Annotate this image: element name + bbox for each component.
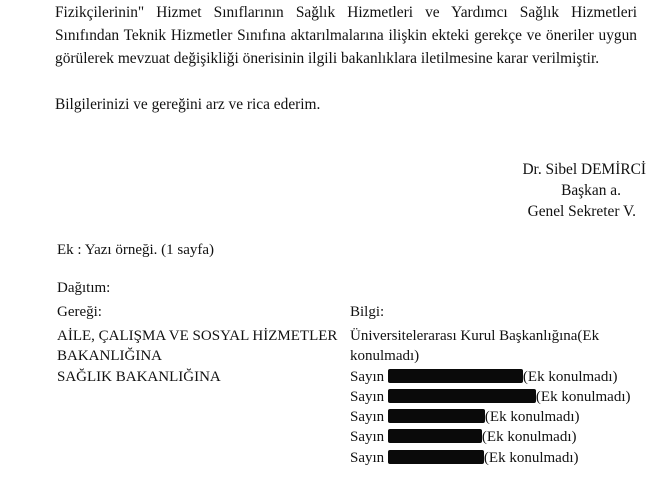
recipient-prefix: Sayın: [350, 369, 385, 385]
attachment-note: Ek : Yazı örneği. (1 sayfa): [57, 242, 215, 258]
paragraph-line-1: Fizikçilerinin" Hizmet Sınıflarının Sağlık Hizmetleri ve Yardımcı Sağlık Hizmetleri: [55, 4, 637, 21]
paragraph-line-2: Sınıfından Teknik Hizmetler Sınıfına aktarılmalarına ilişkin ekteki gerekçe ve öneriler uygun: [55, 27, 637, 44]
recipient-line: [350, 448, 579, 468]
recipient-suffix: (Ek konulmadı): [481, 429, 577, 445]
closing-sentence: Bilgilerinizi ve gereğini arz ve rica ederim.: [55, 96, 321, 113]
bilgi-label: Bilgi:: [350, 304, 385, 320]
redacted-name: [388, 450, 484, 464]
redacted-name: [388, 409, 485, 423]
recipient-line: [350, 387, 631, 407]
recipient-suffix: (Ek konulmadı): [483, 450, 579, 466]
paragraph-line-3: görülerek mevzuat değişikliği önerisinin ilgili bakanlıklara iletilmesine karar verilmiştir.: [55, 50, 600, 67]
recipient-prefix: Sayın: [350, 409, 385, 425]
signature-title: Genel Sekreter V.: [527, 203, 636, 220]
recipient-prefix: Sayın: [350, 429, 385, 445]
redacted-name: [388, 429, 482, 443]
gereği-label: Gereği:: [57, 304, 102, 320]
bilgi-line-2: konulmadı): [350, 348, 420, 364]
recipient-line: [350, 427, 577, 447]
gereği-item-2: BAKANLIĞINA: [57, 348, 162, 364]
signature-name: Dr. Sibel DEMİRCİ: [522, 161, 646, 178]
gereği-item-1: AİLE, ÇALIŞMA VE SOSYAL HİZMETLER: [57, 328, 338, 344]
redacted-name: [388, 389, 536, 403]
recipient-line: [350, 407, 580, 427]
gereği-item-3: SAĞLIK BAKANLIĞINA: [57, 369, 221, 385]
recipient-line: [350, 367, 618, 387]
bilgi-line-1: Üniversitelerarası Kurul Başkanlığına(Ek: [350, 328, 600, 344]
recipient-suffix: (Ek konulmadı): [522, 369, 618, 385]
signature-role: Başkan a.: [561, 182, 621, 199]
redacted-name: [388, 369, 523, 383]
recipient-prefix: Sayın: [350, 389, 385, 405]
recipient-prefix: Sayın: [350, 450, 385, 466]
distribution-heading: Dağıtım:: [57, 280, 111, 296]
recipient-suffix: (Ek konulmadı): [484, 409, 580, 425]
recipient-suffix: (Ek konulmadı): [535, 389, 631, 405]
